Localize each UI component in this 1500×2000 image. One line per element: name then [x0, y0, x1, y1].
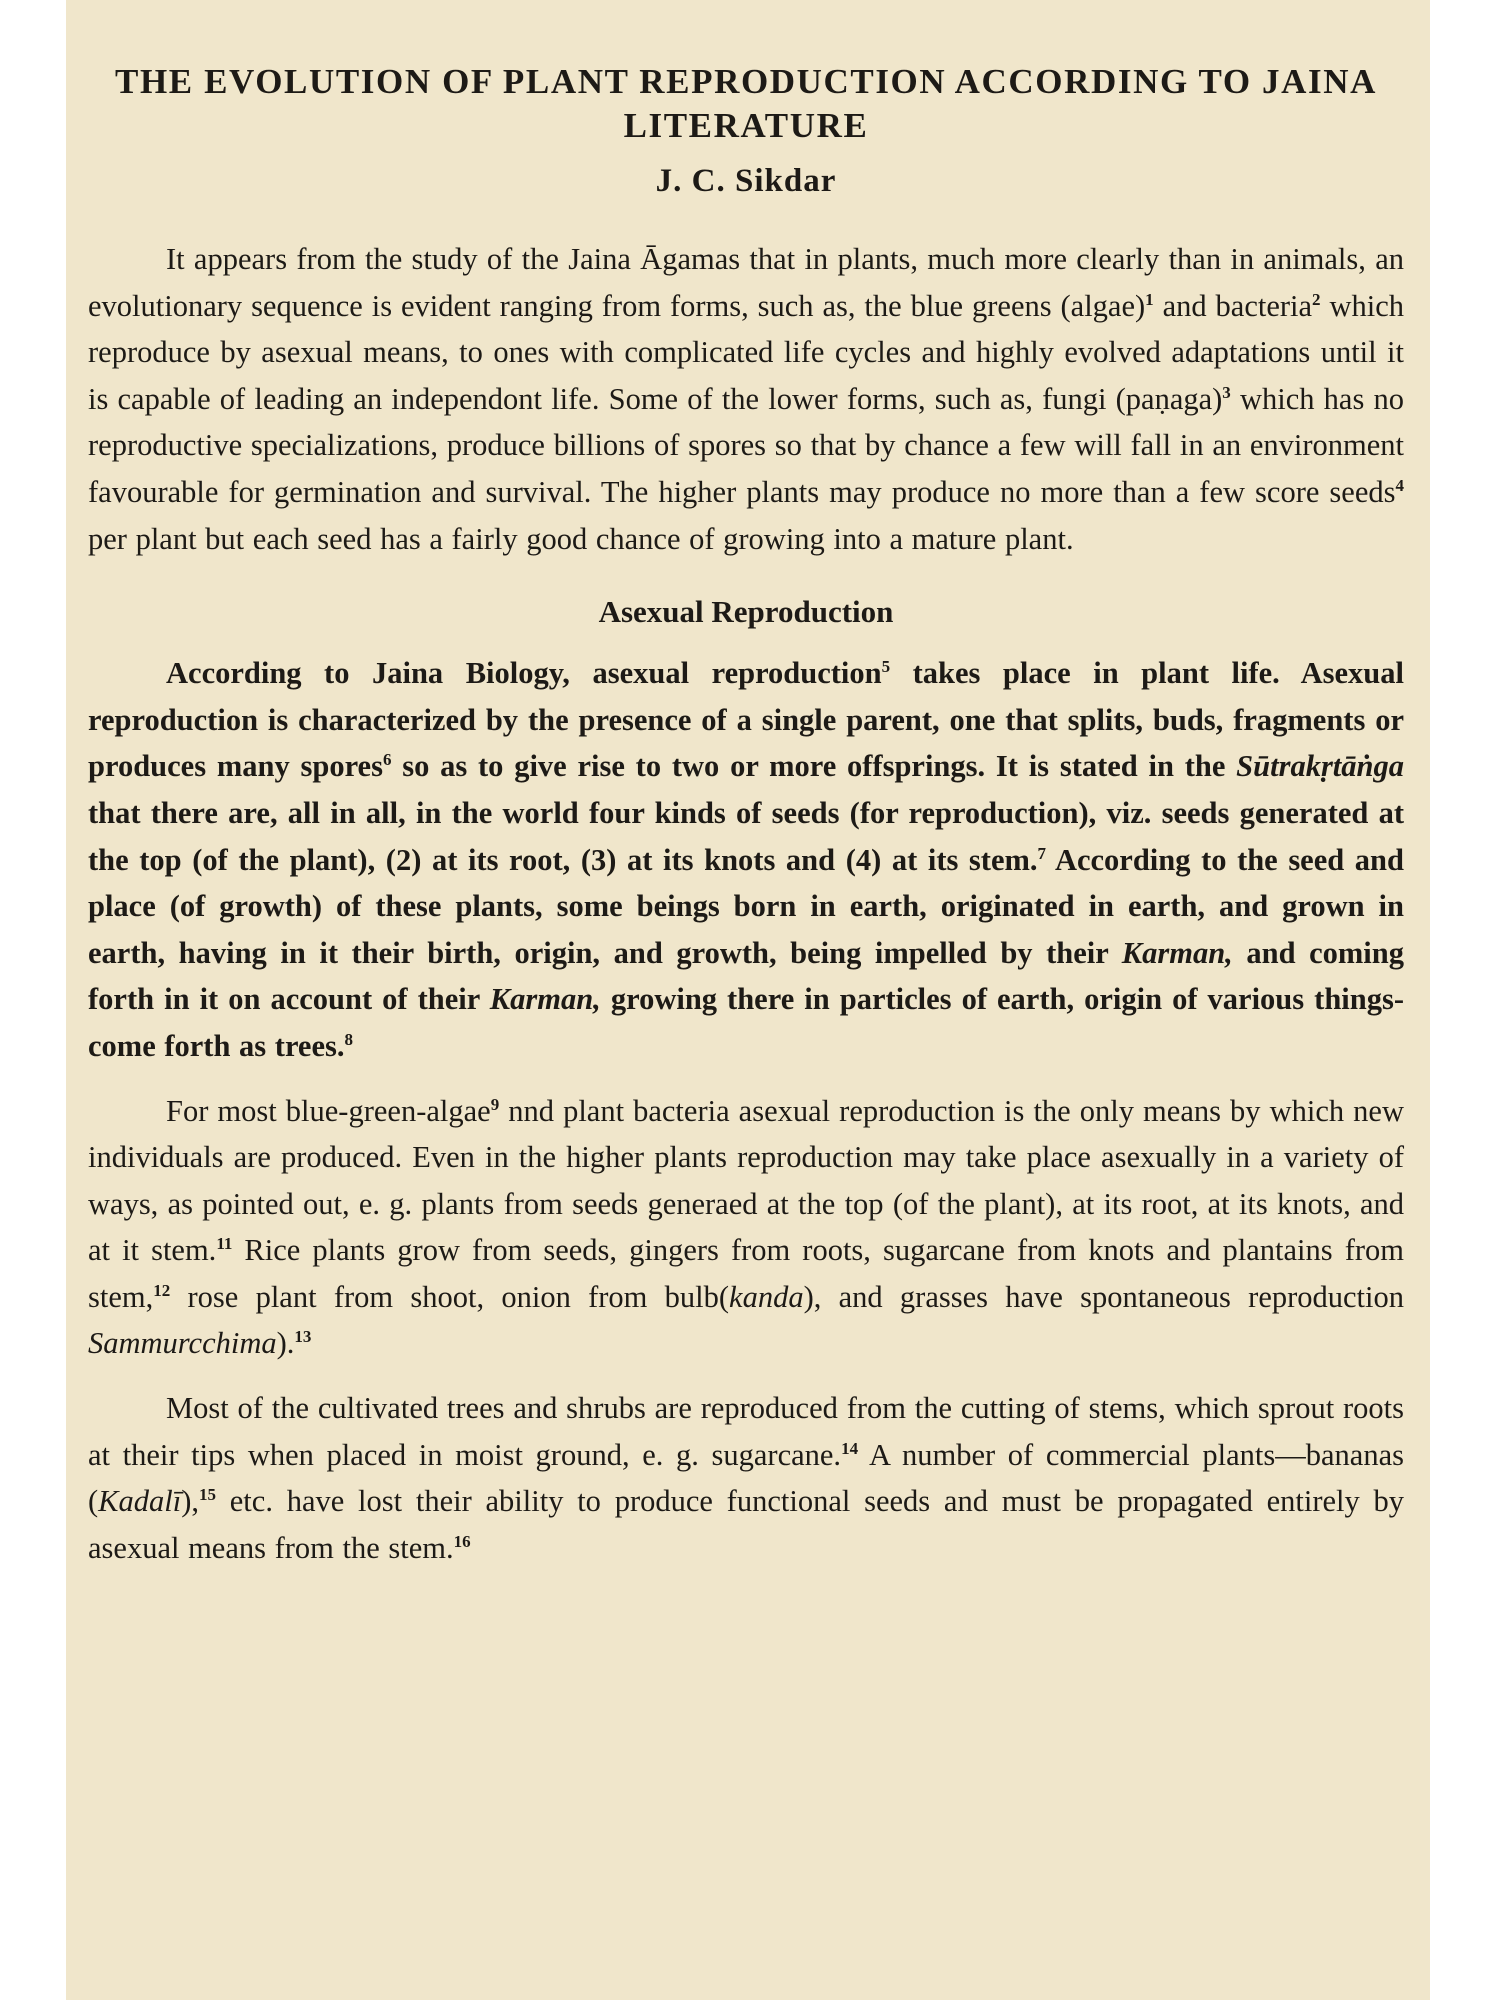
- footnote-ref: 3: [1222, 382, 1231, 402]
- footnote-ref: 6: [382, 750, 392, 770]
- body-paragraph-asexual: According to Jaina Biology, asexual reproduction$^5$ takes place in plant life. Asexual reproduction is characterized by the presence of a single parent, one that splits, buds, fragments or produces many spores$^6$ so as to give rise to two or more offsprings. It is stated in the Sūtrakṛtāṅga that there are, all in all, in the world four kinds of seeds (for reproduction), viz. seeds generated at the top (of the plant), (2) at its root, (3) at its knots and (4) at its stem.$^7$ According to the seed and place (of growth) of these plants, some beings born in earth, originated in earth, and grown in earth, having in it their birth, origin, and growth, being impelled by their Karman, and coming forth in it on account of their Karman, growing there in particles of earth, origin of various things-come forth as trees.$^8$: [88, 656, 1404, 1063]
- italic-term: Sūtrakṛtāṅga: [1236, 749, 1404, 784]
- footnote-ref: 5: [881, 657, 891, 676]
- footnote-ref: 15: [199, 1485, 217, 1505]
- intro-paragraph: It appears from the study of the Jaina Āgamas that in plants, much more clearly than in animals, an evolutionary sequence is evident ranging from forms, such as, the blue greens (algae)$^1$ and bacteria$^2$ which reproduce by asexual means, to ones with complicated life cycles and highly evolved adaptations until it is capable of leading an independont life. Some of the lower forms, such as, fungi (paṇaga)$^3$ which has no reproductive specializations, produce billions of spores so that by chance a few will fall in an environment favourable for germination and survival. The higher plants may produce no more than a few score seeds$^4$ per plant but each seed has a fairly good chance of growing into a mature plant.: [88, 242, 1404, 556]
- footnote-ref: 4: [1395, 475, 1404, 495]
- italic-term: kanda: [729, 1279, 804, 1314]
- journal-page: [66, 0, 1430, 2000]
- article-title: THE EVOLUTION OF PLANT REPRODUCTION ACCORDING TO JAINA LITERATURE: [115, 62, 1377, 145]
- italic-term: Kadalī: [98, 1484, 182, 1519]
- section-heading: Asexual Reproduction: [598, 594, 894, 630]
- italic-term: Karman,: [489, 982, 601, 1017]
- footnote-ref: 13: [294, 1327, 312, 1347]
- footnote-ref: 9: [490, 1094, 500, 1114]
- footnote-ref: 2: [1312, 289, 1321, 309]
- italic-term: Karman,: [1121, 935, 1233, 970]
- footnote-ref: 11: [216, 1234, 233, 1254]
- body-paragraph-algae: For most blue-green-algae$^9$ nnd plant bacteria asexual reproduction is the only means by which new individuals are produced. Even in the higher plants reproduction may take place asexually in a variety of ways, as pointed out, e. g. plants from seeds generaed at the top (of the plant), at its root, at its knots, and at it stem.$^{11}$ Rice plants grow from seeds, gingers from roots, sugarcane from knots and plantains from stem,$^{12}$ rose plant from shoot, onion from bulb(kanda), and grasses have spontaneous reproduction Sammurcchima).$^{13}$: [88, 1093, 1404, 1361]
- footnote-ref: 14: [841, 1438, 859, 1458]
- body-paragraph-cuttings: Most of the cultivated trees and shrubs are reproduced from the cutting of stems, which sprout roots at their tips when placed in moist ground, e. g. sugarcane.$^{14}$ A number of commercial plants—bananas (Kadalī),$^{15}$ etc. have lost their ability to produce functional seeds and must be propagated entirely by asexual means from the stem.$^{16}$: [88, 1391, 1404, 1565]
- footnote-ref: 1: [1145, 289, 1154, 309]
- footnote-ref: 16: [453, 1531, 471, 1551]
- italic-term: Sammurcchima: [88, 1326, 277, 1361]
- footnote-ref: 7: [1037, 843, 1047, 863]
- footnote-ref: 12: [153, 1280, 171, 1300]
- footnote-ref: 8: [344, 1029, 354, 1049]
- author-name: J. C. Sikdar: [655, 163, 837, 199]
